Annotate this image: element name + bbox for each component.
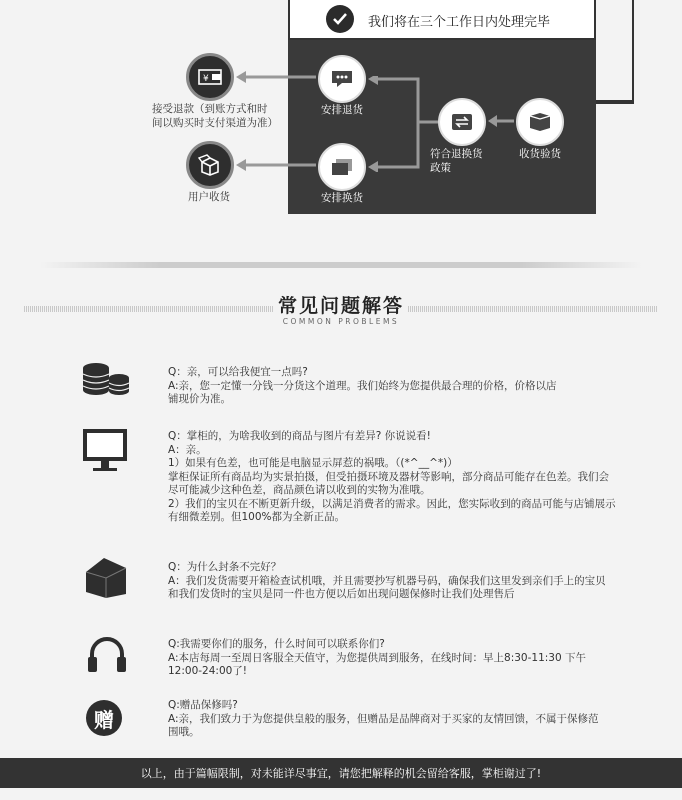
faq-divider-right xyxy=(408,306,658,312)
flow-outer-line xyxy=(595,0,634,104)
wallet-money-icon xyxy=(186,53,234,101)
coin-stack-icon xyxy=(80,362,132,402)
arrange-return-label: 安排退货 xyxy=(321,104,363,116)
arrow-return-to-refund xyxy=(236,70,316,84)
faq-item-2: Q：掌柜的，为啥我收到的商品与图片有差异? 你说说看! A：亲。 1）如果有色差，也可能是电脑显示屏惹的祸哦。（(*^__^*)） 掌柜保证所有商品均为实景拍摄，但受拍摄环境及器材等影响，部分商品可能存在色差。我们会 尽可能减少这种色差，商品颜色请以收到的实物为准哦。 2）我们的宝贝在不断更新升级，以满足消费者的需求。因此，您实际收到的商品可能与店铺展示 有细微差别。但100%都为全新正品。 xyxy=(168,430,616,523)
footer-banner xyxy=(0,758,682,788)
flow-banner-text: 我们将在三个工作日内处理完毕 xyxy=(368,15,551,30)
exchange-arrows-icon xyxy=(438,98,486,146)
faq-item-5: Q:赠品保修吗? A:亲，我们致力于为您提供皇般的服务，但赠品是品牌商对于买家的友情回馈，不属于保修范 围哦。 xyxy=(168,699,599,738)
arrange-exchange-label: 安排换货 xyxy=(321,192,363,204)
footer-text: 以上，由于篇幅限制，对未能详尽事宜，请您把解释的机会留给客服，掌柜谢过了! xyxy=(140,767,542,780)
accept-refund-label: 接受退款（到账方式和时 间以购买时支付渠道为准） xyxy=(152,103,278,129)
flow-banner xyxy=(288,0,596,40)
headphones-icon xyxy=(86,634,128,678)
faq-item-1: Q：亲，可以给我便宜一点吗? A:亲，您一定懂一分钱一分货这个道理。我们始终为您提供最合理的价格，价格以店 铺现价为准。 xyxy=(168,366,557,405)
house-icon xyxy=(82,556,130,604)
monitor-icon xyxy=(82,428,128,478)
package-box-icon xyxy=(516,98,564,146)
arrow-exchange-to-receive xyxy=(236,158,316,172)
faq-item-4: Q:我需要你们的服务，什么时间可以联系你们? A:本店每周一至周日客服全天值守，为您提供周到服务，在线时间：早上8:30-11:30 下午 12:00-24:00了! xyxy=(168,638,586,677)
gift-zeng-icon xyxy=(86,700,122,736)
stacked-cards-icon xyxy=(318,143,366,191)
svg-text:¥: ¥ xyxy=(203,74,209,84)
chat-bubble-icon xyxy=(318,55,366,103)
faq-item-3: Q：为什么封条不完好？ A：我们发货需要开箱检查试机哦，并且需要抄写机器号码，确保我们这里发到亲们手上的宝贝 和我们发货时的宝贝是同一件也方便以后如出现问题保修时让我们处理售后 xyxy=(168,561,606,600)
user-receive-label: 用户收货 xyxy=(188,191,230,203)
policy-label: 符合退换货 政策 xyxy=(430,148,483,174)
faq-title: 常见问题解答 xyxy=(277,295,404,317)
faq-divider-left xyxy=(24,306,274,312)
checkmark-icon xyxy=(326,5,354,33)
arrow-policy-branches xyxy=(366,76,440,172)
faq-subtitle: COMMON PROBLEMS xyxy=(282,317,400,326)
gift-zeng-char: 赠 xyxy=(94,707,114,732)
inspect-label: 收货验货 xyxy=(519,148,561,160)
faq-divider-top xyxy=(40,262,642,268)
open-box-icon xyxy=(186,141,234,189)
arrow-inspect-to-policy xyxy=(488,114,514,128)
